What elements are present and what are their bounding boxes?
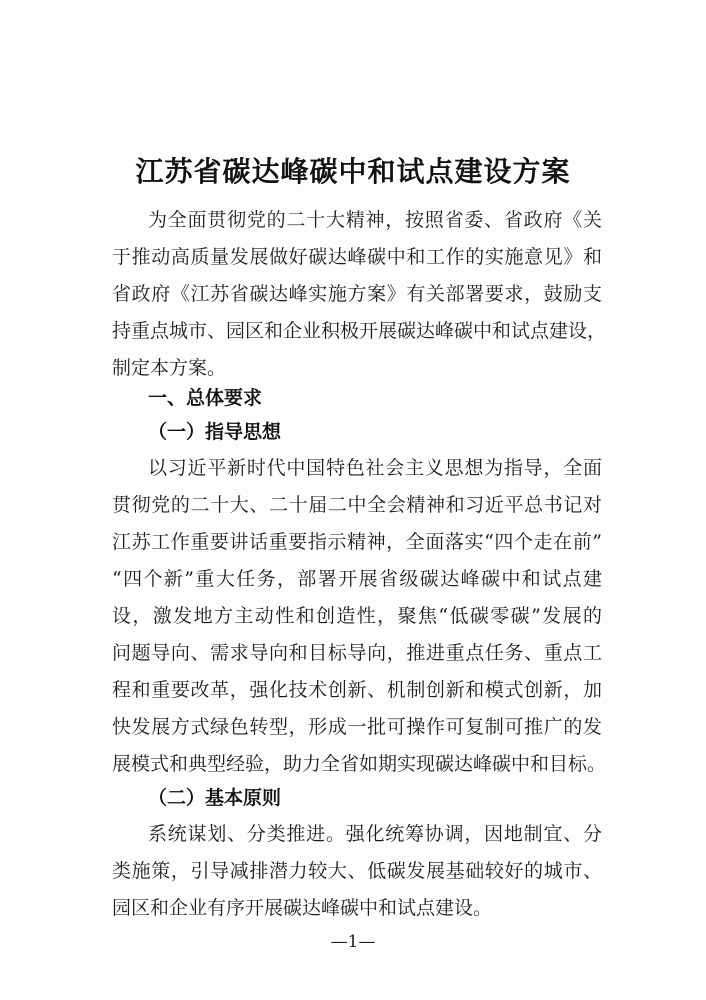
guiding-line: 程和重要改革，强化技术创新、机制创新和模式创新，加	[112, 679, 602, 701]
intro-line: 持重点城市、园区和企业积极开展碳达峰碳中和试点建设，	[112, 320, 607, 342]
guiding-line: 问题导向、需求导向和目标导向，推进重点任务、重点工	[112, 642, 602, 664]
principle-line: 类施策，引导减排潜力较大、低碳发展基础较好的城市、	[112, 860, 602, 882]
guiding-line: 设，激发地方主动性和创造性，聚焦“低碳零碳”发展的	[112, 605, 602, 627]
intro-line: 于推动高质量发展做好碳达峰碳中和工作的实施意见》和	[112, 246, 602, 268]
guiding-line: 贯彻党的二十大、二十届二中全会精神和习近平总书记对	[112, 494, 602, 516]
guiding-line: 江苏工作重要讲话重要指示精神，全面落实“四个走在前”	[112, 531, 602, 553]
page-number: —1—	[330, 932, 376, 952]
subsection-heading: （二）基本原则	[148, 787, 282, 809]
guiding-line: 以习近平新时代中国特色社会主义思想为指导，全面	[148, 457, 602, 479]
intro-line: 制定本方案。	[112, 357, 227, 379]
document-title: 江苏省碳达峰碳中和试点建设方案	[135, 155, 571, 188]
intro-line: 为全面贯彻党的二十大精神，按照省委、省政府《关	[148, 209, 602, 231]
principle-line: 园区和企业有序开展碳达峰碳中和试点建设。	[112, 897, 493, 919]
intro-line: 省政府《江苏省碳达峰实施方案》有关部署要求，鼓励支	[112, 283, 602, 305]
subsection-heading: （一）指导思想	[148, 421, 282, 443]
guiding-line: 快发展方式绿色转型，形成一批可操作可复制可推广的发	[112, 716, 602, 738]
section-heading: 一、总体要求	[148, 387, 263, 409]
guiding-line: 展模式和典型经验，助力全省如期实现碳达峰碳中和目标。	[112, 753, 607, 775]
principle-line: 系统谋划、分类推进。强化统筹协调，因地制宜、分	[148, 823, 602, 845]
guiding-line: “四个新”重大任务，部署开展省级碳达峰碳中和试点建	[112, 568, 602, 590]
